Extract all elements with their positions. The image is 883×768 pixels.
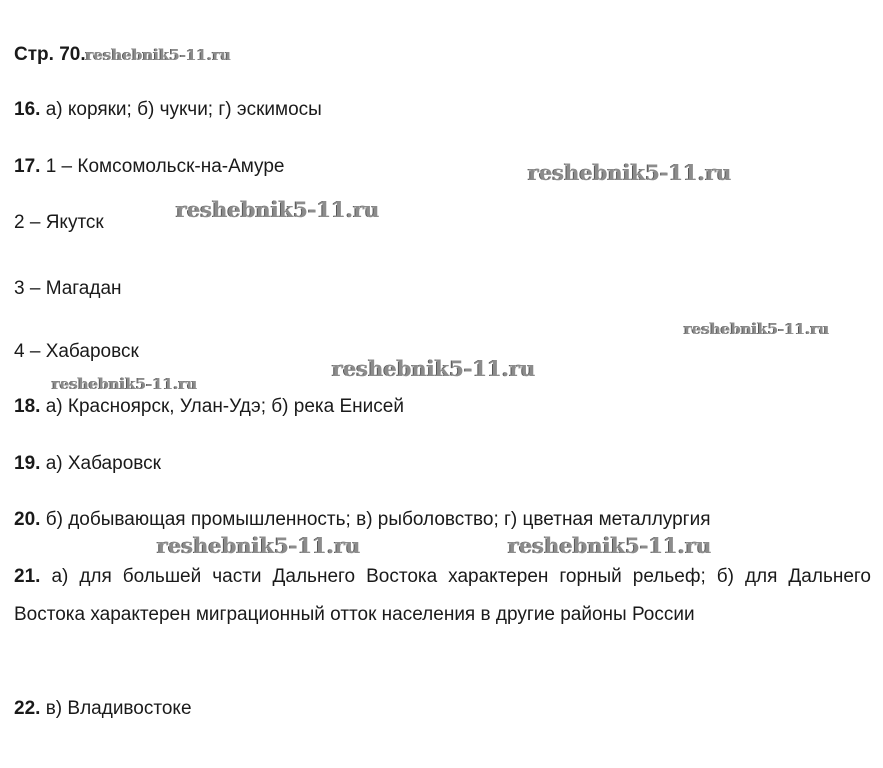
watermark-logo: reshebnik5-11.ru (85, 46, 232, 64)
watermark: reshebnik5-11.ru (684, 320, 830, 338)
answer-text: а) для большей части Дальнего Востока характерен горный рельеф; б) для Дальнего Востока характерен миграционный отток населения в другие районы России (14, 566, 871, 625)
answer-19 (14, 452, 161, 476)
answer-17-item-2 (14, 211, 104, 235)
page-header (14, 43, 231, 67)
answer-20 (14, 508, 710, 532)
watermark: reshebnik5-11.ru (176, 197, 380, 222)
answer-text: б) добывающая промышленность; в) рыболовство; г) цветная металлургия (45, 509, 711, 530)
answer-text: а) Хабаровск (45, 453, 161, 474)
page-label: Стр. 70. (14, 44, 86, 65)
answer-17 (14, 155, 284, 179)
answer-22 (14, 697, 192, 721)
answer-number: 22. (14, 698, 41, 719)
answer-18 (14, 395, 404, 419)
answer-text: а) коряки; б) чукчи; г) эскимосы (45, 99, 322, 120)
watermark: reshebnik5-11.ru (52, 375, 198, 393)
answer-number: 16. (14, 99, 41, 120)
answer-number: 19. (14, 453, 41, 474)
answer-number: 20. (14, 509, 41, 530)
answer-text: в) Владивостоке (45, 698, 192, 719)
answer-16 (14, 98, 322, 122)
answer-number: 18. (14, 396, 41, 417)
answer-number: 17. (14, 156, 41, 177)
answer-21 (14, 558, 871, 634)
watermark: reshebnik5-11.ru (528, 160, 732, 185)
watermark: reshebnik5-11.ru (157, 533, 361, 558)
answer-text: 2 – Якутск (14, 212, 104, 233)
answer-text: 3 – Магадан (14, 278, 122, 299)
watermark: reshebnik5-11.ru (332, 356, 536, 381)
answer-number: 21. (14, 566, 41, 587)
answer-text: а) Красноярск, Улан-Удэ; б) река Енисей (45, 396, 404, 417)
answer-text: 4 – Хабаровск (14, 341, 139, 362)
answer-17-item-4 (14, 340, 139, 364)
answer-17-item-3 (14, 277, 122, 301)
answer-text: 1 – Комсомольск-на-Амуре (45, 156, 285, 177)
watermark: reshebnik5-11.ru (508, 533, 712, 558)
